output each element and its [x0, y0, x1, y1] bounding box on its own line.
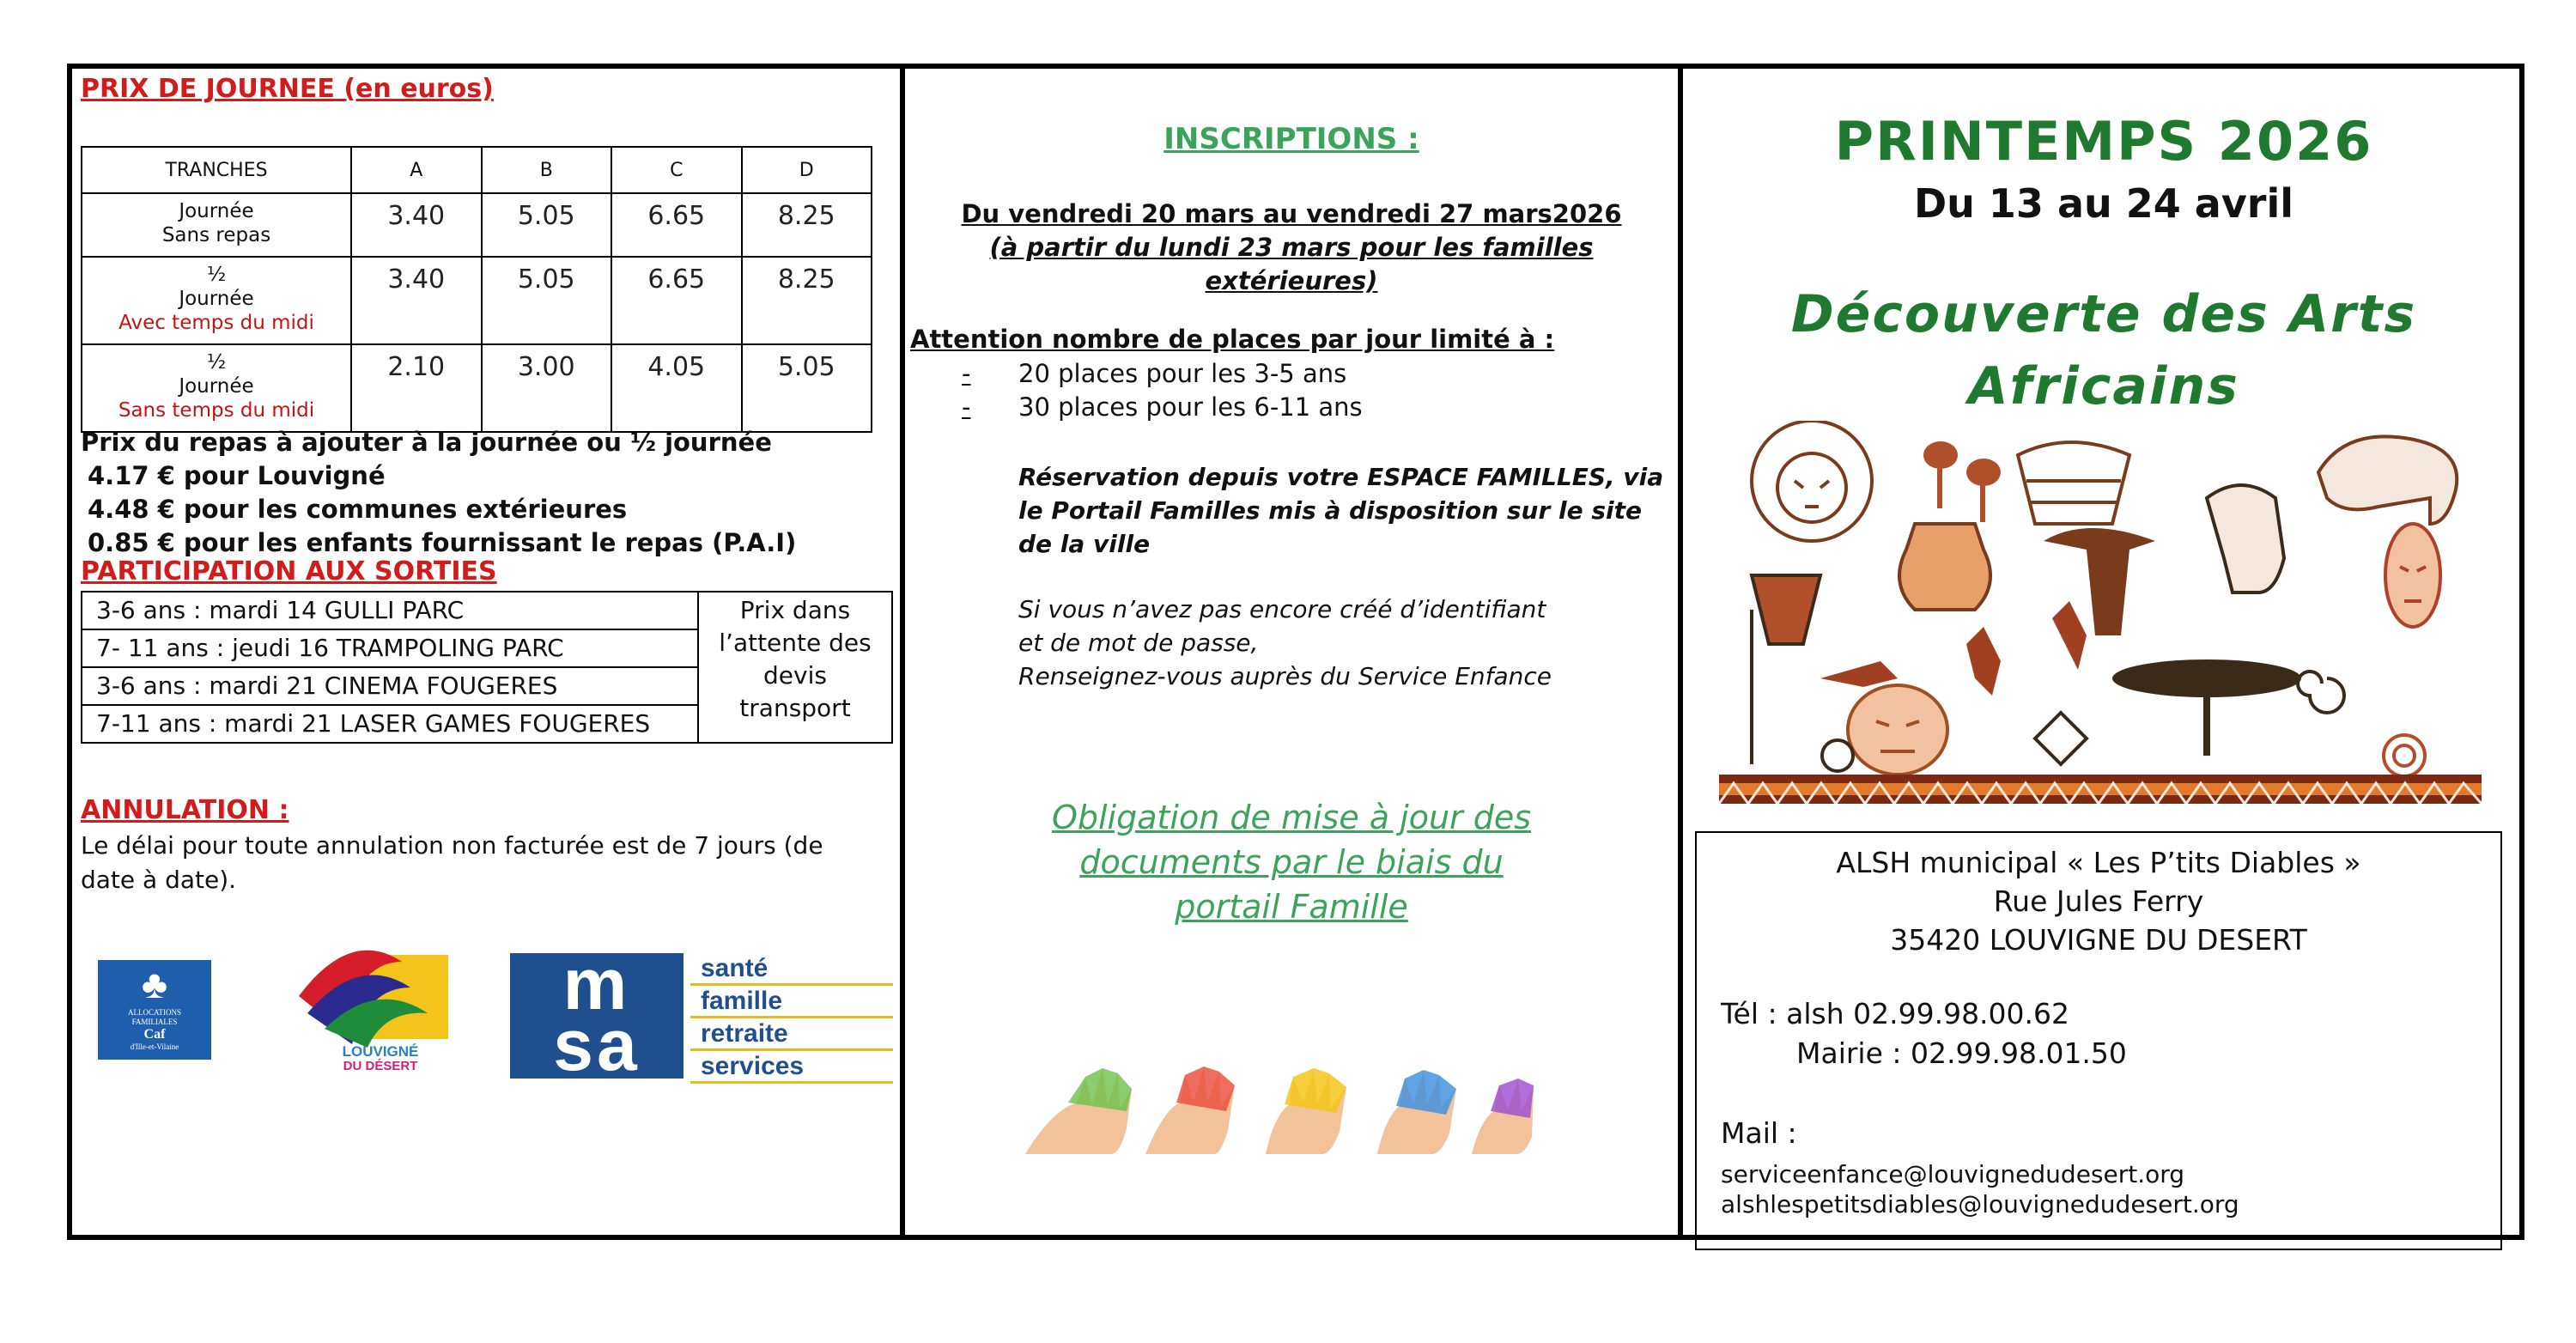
cell-c: 4.05	[611, 344, 742, 432]
caf-logo-text: ALLOCATIONS	[128, 1008, 181, 1017]
address-line: ALSH municipal « Les P’tits Diables »	[1836, 846, 2361, 879]
face-mask-icon	[1848, 685, 1947, 775]
table-row	[82, 344, 872, 432]
price-table-header	[82, 147, 872, 193]
phone-mairie: Mairie : 02.99.98.01.50	[1796, 1036, 2127, 1070]
trifold-brochure	[67, 64, 2524, 1240]
identifiant-text	[1018, 592, 1680, 693]
msa-word: services	[690, 1051, 893, 1084]
row-label-line: Journée	[179, 200, 254, 222]
meal-prices	[81, 426, 796, 560]
bullet-dash: -	[962, 392, 971, 422]
attention-heading: Attention nombre de places par jour limité à :	[910, 325, 1555, 354]
list-item	[962, 357, 1363, 391]
middle-panel	[905, 69, 1683, 1235]
msa-logo-text: m	[562, 944, 631, 1024]
places-list	[962, 357, 1363, 424]
outing-item: 3-6 ans : mardi 14 GULLI PARC	[82, 592, 698, 629]
row-label-line: Journée	[179, 288, 254, 310]
header-a: A	[351, 147, 482, 193]
hunter-figures-icon	[1820, 601, 2087, 696]
row-label-note: Avec temps du midi	[118, 312, 314, 334]
address-block	[1697, 843, 2500, 959]
msa-tagline	[690, 953, 893, 1084]
outing-item: 7-11 ans : mardi 21 LASER GAMES FOUGERES	[82, 705, 698, 743]
inscriptions-title: INSCRIPTIONS :	[1163, 122, 1419, 156]
header-d: D	[742, 147, 872, 193]
row-label-line: ½	[206, 351, 227, 374]
email-address: serviceenfance@louvignedudesert.org	[1721, 1160, 2185, 1188]
left-panel	[72, 69, 905, 1235]
maracas-icon	[1923, 441, 2001, 522]
msa-word: santé	[690, 953, 893, 986]
row-label	[82, 344, 351, 432]
row-label-line: Sans repas	[161, 224, 271, 246]
louvigne-logo-text: DU DÉSERT	[343, 1059, 418, 1073]
caf-logo	[98, 960, 211, 1060]
cell-c: 6.65	[611, 257, 742, 344]
phone-alsh: Tél : alsh 02.99.98.00.62	[1721, 997, 2070, 1030]
cell-d: 5.05	[742, 344, 872, 432]
row-label-line: Journée	[179, 375, 254, 398]
vase-icon	[1899, 524, 1990, 610]
mail-list	[1721, 1159, 2239, 1219]
painted-hands-image	[1017, 1051, 1549, 1154]
obligation-notice	[905, 795, 1678, 929]
contact-box	[1695, 831, 2502, 1250]
meal-heading: Prix du repas à ajouter à la journée ou ½ journée	[81, 428, 772, 457]
ident-line: et de mot de passe,	[1018, 629, 1259, 657]
outings-title: PARTICIPATION AUX SORTIES	[81, 556, 497, 586]
reservation-text: Réservation depuis votre ESPACE FAMILLES, via le Portail Familles mis à disposition sur le site de la ville	[1018, 463, 1664, 558]
cell-a: 2.10	[351, 344, 482, 432]
cell-a: 3.40	[351, 193, 482, 257]
phone-block	[1721, 994, 2127, 1073]
ident-line: Si vous n’avez pas encore créé d’identifiant	[1018, 595, 1546, 623]
price-table	[81, 146, 872, 433]
row-label-line: ½	[206, 264, 227, 286]
place-text: 30 places pour les 6-11 ans	[1018, 392, 1363, 422]
family-tree-icon: ♣	[141, 962, 168, 1006]
mask-icon	[2385, 524, 2440, 627]
msa-word: famille	[690, 986, 893, 1018]
header-tranches: TRANCHES	[82, 147, 351, 193]
header-b: B	[482, 147, 612, 193]
outing-item: 3-6 ans : mardi 21 CINEMA FOUGERES	[82, 667, 698, 705]
table-row	[82, 193, 872, 257]
dates-line: (à partir du lundi 23 mars pour les familles	[989, 233, 1594, 262]
address-line: 35420 LOUVIGNE DU DESERT	[1890, 923, 2307, 957]
msa-word: retraite	[690, 1018, 893, 1051]
cell-b: 5.05	[482, 193, 612, 257]
theme-line: Découverte des Arts	[1790, 284, 2417, 344]
table-row	[82, 592, 892, 629]
louvigne-logo	[282, 927, 479, 1073]
louvigne-logo-text: LOUVIGNÉ	[342, 1043, 419, 1060]
cell-c: 6.65	[611, 193, 742, 257]
ident-line: Renseignez-vous auprès du Service Enfance	[1018, 662, 1552, 690]
dates-line: Du vendredi 20 mars au vendredi 27 mars2026	[961, 199, 1622, 228]
place-text: 20 places pour les 3-5 ans	[1018, 359, 1347, 388]
mail-label: Mail :	[1721, 1116, 1797, 1150]
african-pattern-border	[1719, 775, 2482, 804]
row-label	[82, 257, 351, 344]
price-title: PRIX DE JOURNEE (en euros)	[81, 74, 494, 104]
row-label-note: Sans temps du midi	[118, 399, 315, 422]
msa-logo	[510, 944, 683, 1085]
dates-line: extérieures)	[1205, 266, 1378, 295]
row-label	[82, 193, 351, 257]
header-c: C	[611, 147, 742, 193]
cell-b: 3.00	[482, 344, 612, 432]
african-woman-icon	[2207, 485, 2284, 592]
cell-d: 8.25	[742, 193, 872, 257]
acacia-tree-icon	[2112, 659, 2301, 756]
outings-table	[81, 591, 893, 744]
african-art-illustration	[1726, 421, 2482, 781]
meal-line: 0.85 € pour les enfants fournissant le repas (P.A.I)	[88, 528, 797, 557]
address-line: Rue Jules Ferry	[1993, 884, 2204, 918]
list-item	[962, 391, 1363, 424]
caf-logo-text: FAMILIALES	[131, 1018, 178, 1026]
meal-line: 4.48 € pour les communes extérieures	[88, 495, 628, 524]
cell-d: 8.25	[742, 257, 872, 344]
elephant-icon	[2318, 436, 2457, 524]
obligation-line: documents par le biais du	[1079, 843, 1504, 881]
caf-logo-text: Caf	[143, 1027, 166, 1042]
meal-line: 4.17 € pour Louvigné	[88, 461, 386, 490]
bullet-dash: -	[962, 359, 971, 388]
msa-logo-text: sa	[553, 1005, 641, 1085]
email-address: alshlespetitsdiables@louvignedudesert.org	[1721, 1190, 2239, 1218]
table-row	[82, 257, 872, 344]
annulation-title: ANNULATION :	[81, 795, 289, 825]
obligation-line: portail Famille	[1175, 888, 1408, 926]
season-title: PRINTEMPS 2026	[1834, 110, 2373, 173]
cell-b: 5.05	[482, 257, 612, 344]
inscription-dates	[905, 198, 1678, 298]
theme-line: Africains	[1968, 356, 2239, 416]
theme-title	[1683, 278, 2524, 422]
caf-logo-text: d'Ille-et-Vilaine	[130, 1042, 179, 1051]
obligation-line: Obligation de mise à jour des	[1051, 799, 1532, 836]
cell-a: 3.40	[351, 257, 482, 344]
lion-icon	[1752, 421, 1872, 541]
drum-icon	[1752, 575, 1820, 644]
annulation-text: Le délai pour toute annulation non facturée est de 7 jours (de date à date).	[81, 831, 823, 894]
session-dates: Du 13 au 24 avril	[1913, 180, 2294, 227]
outings-note: Prix dans l’attente des devis transport	[698, 592, 892, 743]
right-panel	[1683, 69, 2524, 1235]
basket-icon	[2018, 442, 2129, 524]
outing-item: 7- 11 ans : jeudi 16 TRAMPOLING PARC	[82, 629, 698, 667]
